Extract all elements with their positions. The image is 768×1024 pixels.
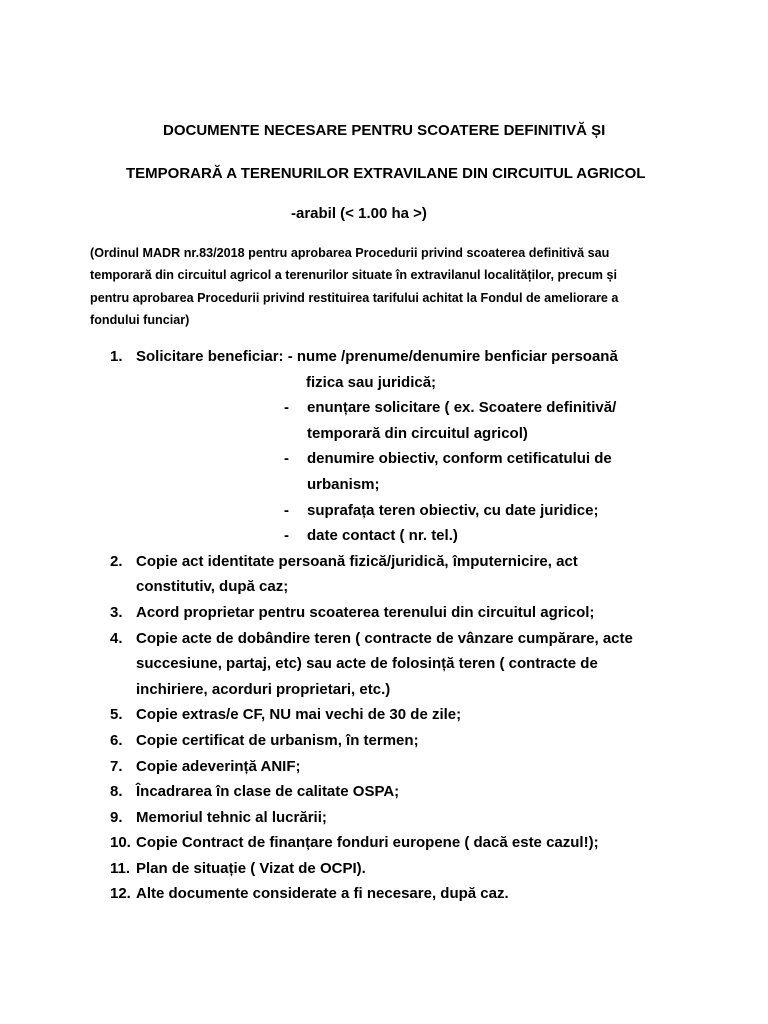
list-item-line: Acord proprietar pentru scoaterea terenului din circuitul agricol; (136, 603, 595, 621)
list-item-text (136, 600, 656, 626)
list-item (0, 600, 768, 626)
sub-item (0, 523, 768, 549)
list-item-number: 12. (110, 885, 131, 903)
list-item-number: 7. (110, 757, 123, 775)
list-item-line: Solicitare beneficiar: - nume /prenume/denumire benficiar persoană (136, 348, 618, 365)
list-item-number: 6. (110, 731, 123, 749)
legal-reference (90, 242, 690, 332)
list-item-text (136, 728, 656, 754)
list-item-number: 3. (110, 603, 123, 621)
list-item-line: Copie Contract de finanțare fonduri europene ( dacă este cazul!); (136, 834, 599, 852)
document-title-line-3: -arabil (< 1.00 ha >) (291, 205, 427, 222)
list-item-text (136, 779, 656, 805)
list-item-number: 10. (110, 834, 131, 852)
sub-item-dash: - (284, 501, 289, 519)
list-item (0, 805, 768, 831)
list-item-line: Memoriul tehnic al lucrării; (136, 808, 327, 826)
list-item-text (136, 856, 656, 882)
list-item-number: 5. (110, 706, 123, 724)
list-item-text (136, 830, 656, 856)
list-item-line: Alte documente considerate a fi necesare, după caz. (136, 885, 509, 903)
list-item-number: 4. (110, 629, 123, 647)
list-item-number: 9. (110, 808, 123, 826)
list-item-line: Plan de situație ( Vizat de OCPI). (136, 859, 366, 877)
legal-reference-line: fondului funciar) (90, 313, 190, 328)
list-item-line: Copie certificat de urbanism, în termen; (136, 731, 419, 749)
list-item (0, 702, 768, 728)
list-item-line: Copie adeverință ANIF; (136, 757, 301, 775)
sub-item-text (307, 498, 768, 524)
sub-item (0, 446, 768, 497)
list-item-text (136, 549, 656, 600)
list-item (0, 856, 768, 882)
sub-item-dash: - (284, 399, 289, 417)
list-item-line: constitutiv, după caz; (136, 578, 289, 596)
sub-item-text (307, 446, 768, 497)
list-item-line: Copie acte de dobândire teren ( contracte de vânzare cumpărare, acte (136, 629, 633, 647)
list-item-line: Încadrarea în clase de calitate OSPA; (136, 783, 400, 801)
sub-item-line: enunțare solicitare ( ex. Scoatere definitivă/ (307, 399, 617, 417)
list-item-text (136, 805, 656, 831)
sub-item-line: temporară din circuitul agricol) (307, 424, 528, 442)
list-item-line: inchiriere, acorduri proprietari, etc.) (136, 680, 391, 698)
legal-reference-line: pentru aprobarea Procedurii privind restituirea tarifului achitat la Fondul de ameliorare a (90, 290, 619, 305)
list-item-text (136, 626, 656, 703)
sub-item-dash: - (284, 450, 289, 468)
list-item-line: Copie extras/e CF, NU mai vechi de 30 de zile; (136, 706, 462, 724)
list-item-line: succesiune, partaj, etc) sau acte de folosință teren ( contracte de (136, 655, 598, 673)
list-item (0, 830, 768, 856)
document-title-line-2: TEMPORARĂ A TERENURILOR EXTRAVILANE DIN CIRCUITUL AGRICOL (126, 165, 646, 182)
list-item-number: 1. (110, 348, 123, 365)
list-item (0, 344, 768, 395)
list-item-text (136, 754, 656, 780)
list-item-text (136, 881, 656, 907)
sub-item-line: suprafața teren obiectiv, cu date juridice; (307, 501, 599, 519)
list-item-text (136, 702, 656, 728)
sub-item (0, 395, 768, 446)
list-item (0, 754, 768, 780)
sub-item (0, 498, 768, 524)
list-item-number: 8. (110, 783, 123, 801)
list-item-number: 2. (110, 552, 123, 570)
sub-item-dash: - (284, 527, 289, 545)
sub-item-line: denumire obiectiv, conform cetificatului de (307, 450, 612, 468)
legal-reference-line: temporară din circuitul agricol a terenurilor situate în extravilanul localităților, precum și (90, 268, 617, 283)
sub-item-line: date contact ( nr. tel.) (307, 527, 458, 545)
list-item-line: Copie act identitate persoană fizică/juridică, împuternicire, act (136, 552, 578, 570)
document-title-line-1: DOCUMENTE NECESARE PENTRU SCOATERE DEFINITIVĂ ȘI (163, 122, 606, 139)
sub-item-text (307, 523, 768, 549)
list-item (0, 549, 768, 600)
list-item-text (136, 344, 656, 395)
required-documents-list (0, 344, 768, 907)
sub-item-line: urbanism; (307, 475, 380, 493)
list-item (0, 626, 768, 703)
list-item (0, 881, 768, 907)
list-item (0, 779, 768, 805)
list-item-number: 11. (110, 859, 131, 877)
sub-item-text (307, 395, 768, 446)
legal-reference-line: (Ordinul MADR nr.83/2018 pentru aprobarea Procedurii privind scoaterea definitivă sau (90, 246, 610, 260)
list-item (0, 728, 768, 754)
list-item-line: fizica sau juridică; (306, 373, 437, 391)
